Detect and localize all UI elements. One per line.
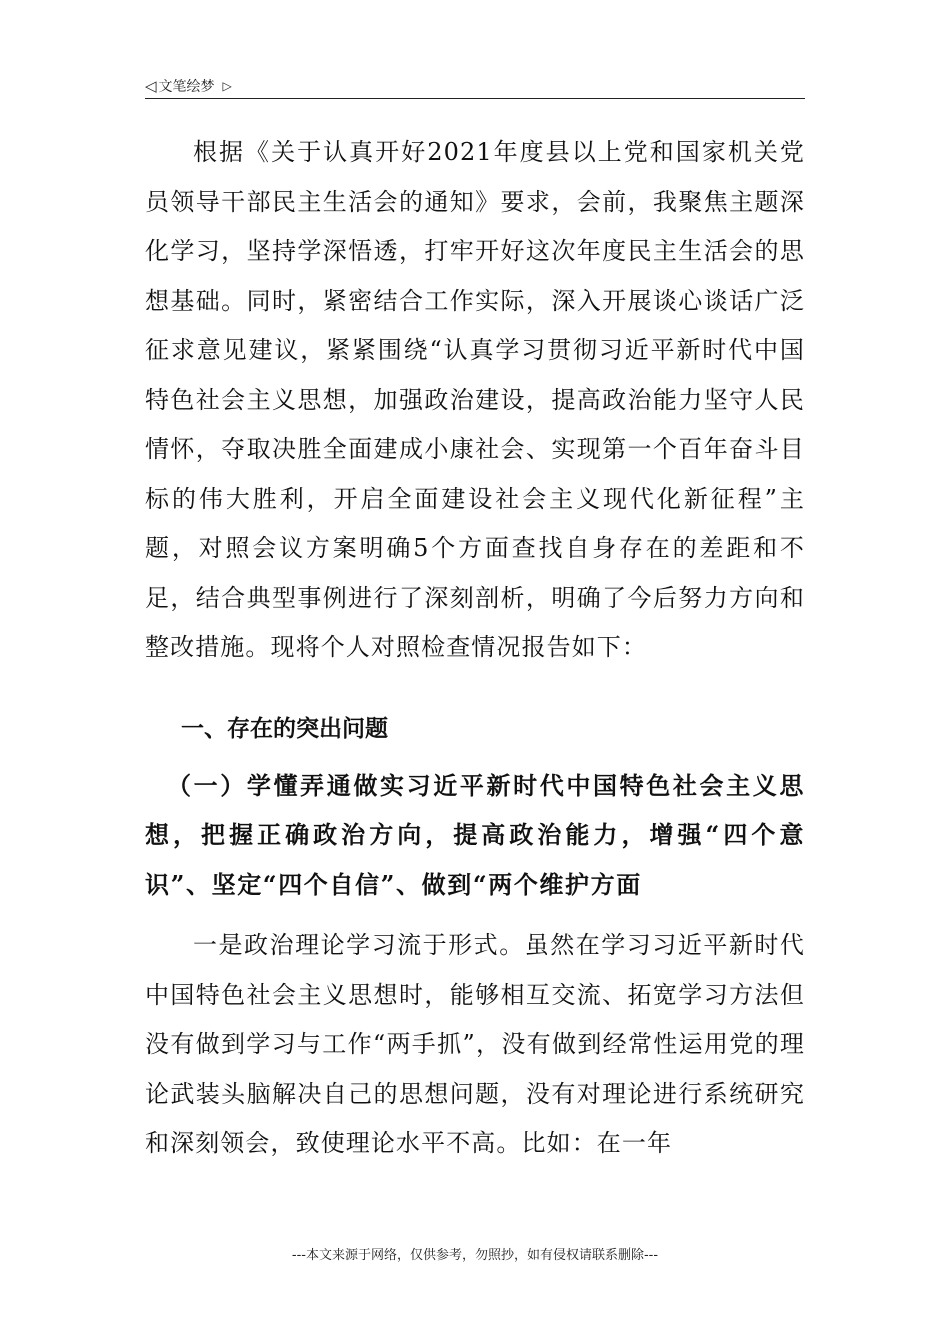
brand-logo — [145, 76, 232, 96]
triangle-left-icon: ◁ — [145, 76, 157, 95]
footer-notice: ---本文来源于网络，仅供参考，勿照抄，如有侵权请联系删除--- — [291, 1248, 659, 1263]
brand-name: 文笔绘梦 — [158, 79, 215, 95]
body-paragraph-2: 一是政治理论学习流于形式。虽然在学习习近平新时代中国特色社会主义思想时，能够相互交流、拓宽学习方法但没有做到学习与工作“两手抓”，没有做到经常性运用党的理论武装头脑解决自己的思想问题，没有对理论进行系统研究和深刻领会，致使理论水平不高。比如：在一年 — [145, 931, 805, 1157]
page-header — [145, 70, 805, 99]
section-heading-1: 一、存在的突出问题 — [181, 715, 388, 742]
subsection-heading-1: （一）学懂弄通做实习近平新时代中国特色社会主义思想，把握正确政治方向，提高政治能力，增强“四个意识”、坚定“四个自信”、做到“两个维护方面 — [145, 770, 805, 899]
triangle-right-icon: ▷ — [222, 79, 232, 93]
document-body — [145, 128, 805, 1169]
intro-paragraph: 根据《关于认真开好2021年度县以上党和国家机关党员领导干部民主生活会的通知》要求，会前，我聚焦主题深化学习，坚持学深悟透，打牢开好这次年度民主生活会的思想基础。同时，紧密结合工作实际，深入开展谈心谈话广泛征求意见建议，紧紧围绕“认真学习贯彻习近平新时代中国特色社会主义思想，加强政治建设，提高政治能力坚守人民情怀，夺取决胜全面建成小康社会、实现第一个百年奋斗目标的伟大胜利，开启全面建设社会主义现代化新征程”主题，对照会议方案明确5个方面查找自身存在的差距和不足，结合典型事例进行了深刻剖析，明确了今后努力方向和整改措施。现将个人对照检查情况报告如下： — [145, 138, 805, 661]
